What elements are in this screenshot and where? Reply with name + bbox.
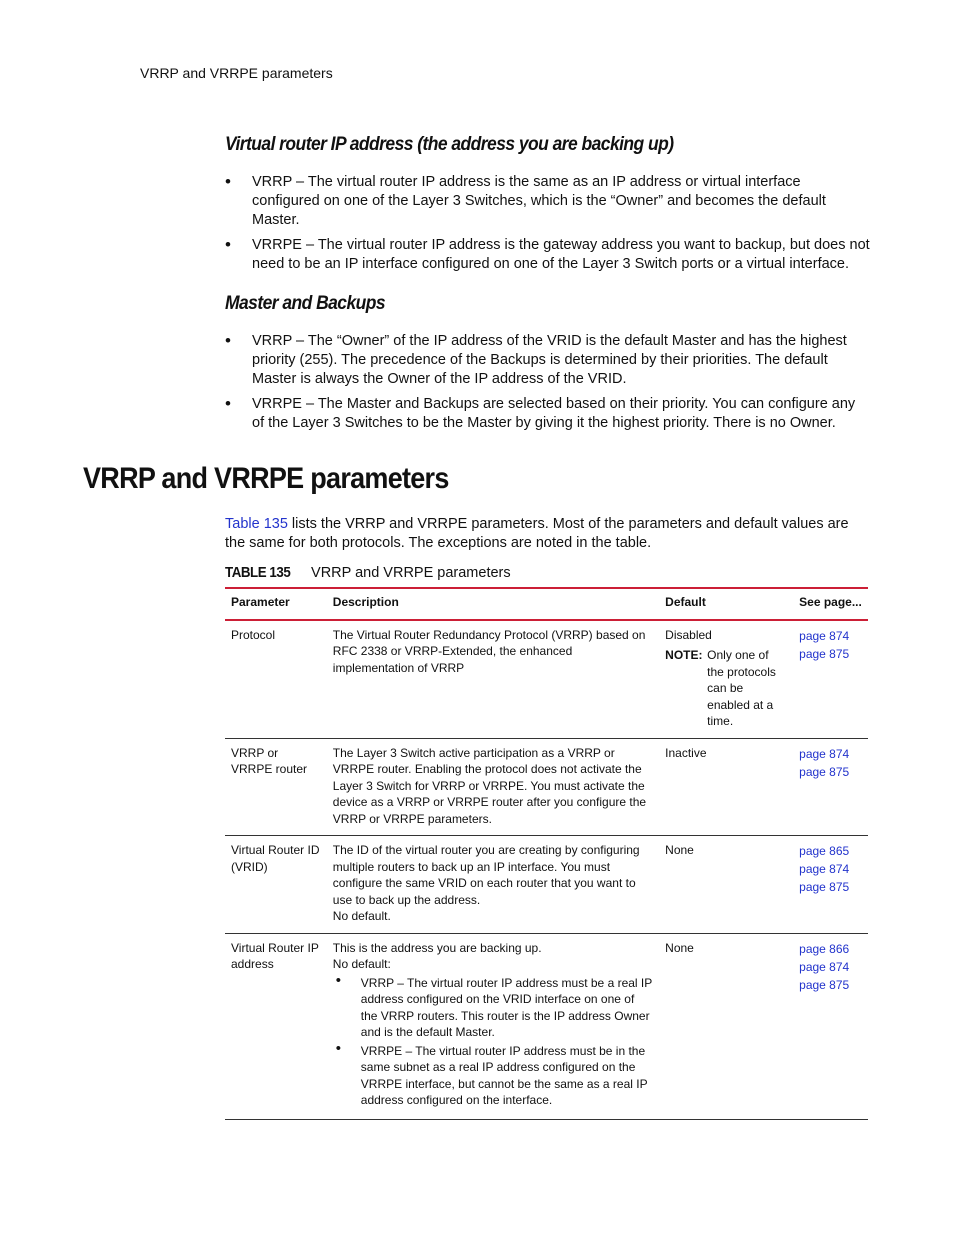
- note-label: NOTE:: [665, 648, 703, 662]
- table-row: [225, 933, 868, 1119]
- description-default-note: No default.: [332, 909, 391, 923]
- cell-default: None: [659, 933, 793, 1119]
- cell-description: [327, 836, 659, 934]
- intro-paragraph: [225, 515, 870, 553]
- page-title: VRRP and VRRPE parameters: [83, 462, 449, 495]
- page-link[interactable]: page 875: [799, 880, 850, 894]
- cell-see-page: [793, 738, 868, 836]
- column-header-see-page: See page...: [793, 588, 868, 620]
- page-link[interactable]: page 875: [799, 977, 850, 992]
- table-row: [225, 620, 868, 739]
- note-text: Only one of the protocols can be enabled at a time.: [707, 648, 776, 728]
- page-link[interactable]: page 875: [799, 764, 850, 779]
- table-caption-title: VRRP and VRRPE parameters: [311, 565, 511, 581]
- cell-default: [659, 620, 793, 739]
- cell-see-page: [793, 836, 868, 934]
- cell-see-page: [793, 620, 868, 739]
- running-head: VRRP and VRRPE parameters: [140, 65, 333, 81]
- column-header-parameter: Parameter: [225, 588, 327, 620]
- cell-see-page: [793, 933, 868, 1119]
- cell-description: The Layer 3 Switch active participation as a VRRP or VRRPE router. Enabling the protocol does not activate the Layer 3 Switch for VRRP or VRRPE. You must activate the device as a VRRP or VRRPE router after you configure the VRRP or VRRPE parameters.: [327, 738, 659, 836]
- section-heading-virtual-router-ip: Virtual router IP address (the address you are backing up): [225, 134, 674, 155]
- cell-description: [327, 933, 659, 1119]
- table-header-row: [225, 588, 868, 620]
- parameters-table: [225, 587, 868, 1120]
- cell-parameter: Protocol: [225, 620, 327, 739]
- table-row: [225, 738, 868, 836]
- page-link[interactable]: page 874: [799, 959, 850, 974]
- page-link[interactable]: page 874: [799, 628, 850, 643]
- page-link[interactable]: page 866: [799, 941, 850, 956]
- table-link[interactable]: Table 135: [225, 516, 288, 532]
- table-caption-label: TABLE 135: [225, 565, 291, 581]
- section-heading-master-backups: Master and Backups: [225, 293, 386, 314]
- cell-parameter: VRRP or VRRPE router: [225, 738, 327, 836]
- list-item: • VRRP – The virtual router IP address must be a real IP address configured on the VRID interface on one of the VRRP routers. This router is the IP address Owner and is the default Master.: [333, 975, 653, 1041]
- note: [665, 647, 787, 730]
- table-row: [225, 836, 868, 934]
- cell-default: Inactive: [659, 738, 793, 836]
- list-item: • VRRPE – The Master and Backups are selected based on their priority. You can configure any of the Layer 3 Switches to be the Master by giving it the highest priority. There is no Owner.: [225, 395, 870, 433]
- list-item: • VRRPE – The virtual router IP address is the gateway address you want to backup, but does not need to be an IP interface configured on one of the Layer 3 Switch ports or a virtual interface.: [225, 236, 870, 274]
- page-link[interactable]: page 865: [799, 844, 850, 858]
- column-header-default: Default: [659, 588, 793, 620]
- description-text: The ID of the virtual router you are creating by configuring multiple routers to back up an IP interface. You must configure the same VRID on each router that you want to use to back up the address.: [332, 843, 640, 907]
- description-bullet-list: [333, 975, 653, 1109]
- cell-parameter: Virtual Router IP address: [225, 933, 327, 1119]
- list-item: • VRRP – The virtual router IP address is the same as an IP address or virtual interface configured on one of the Layer 3 Switches, which is the “Owner” and becomes the default Master.: [225, 173, 870, 230]
- column-header-description: Description: [327, 588, 659, 620]
- bullet-list-virtual-router-ip: [225, 173, 870, 280]
- cell-description: The Virtual Router Redundancy Protocol (VRRP) based on RFC 2338 or VRRP-Extended, the enhanced implementation of VRRP: [327, 620, 659, 739]
- list-item: • VRRP – The “Owner” of the IP address of the VRID is the default Master and has the highest priority (255). The precedence of the Backups is determined by their priorities. The default Master is always the Owner of the IP address of the VRID.: [225, 332, 870, 389]
- bullet-list-master-backups: [225, 332, 870, 439]
- description-text: This is the address you are backing up.: [332, 940, 542, 955]
- list-item: • VRRPE – The virtual router IP address must be in the same subnet as a real IP address configured on the VRRPE interface, but cannot be the same as a real IP address configured on the interface.: [333, 1043, 653, 1109]
- table-caption: [225, 565, 511, 581]
- cell-parameter: Virtual Router ID (VRID): [225, 836, 327, 934]
- cell-default: None: [659, 836, 793, 934]
- page-link[interactable]: page 874: [799, 862, 850, 876]
- description-default-note: No default:: [332, 957, 391, 971]
- default-value: Disabled: [665, 627, 712, 642]
- intro-text: lists the VRRP and VRRPE parameters. Most of the parameters and default values are the same for both protocols. The exceptions are noted in the table.: [225, 516, 849, 551]
- page-link[interactable]: page 875: [799, 646, 850, 661]
- page-link[interactable]: page 874: [799, 746, 850, 761]
